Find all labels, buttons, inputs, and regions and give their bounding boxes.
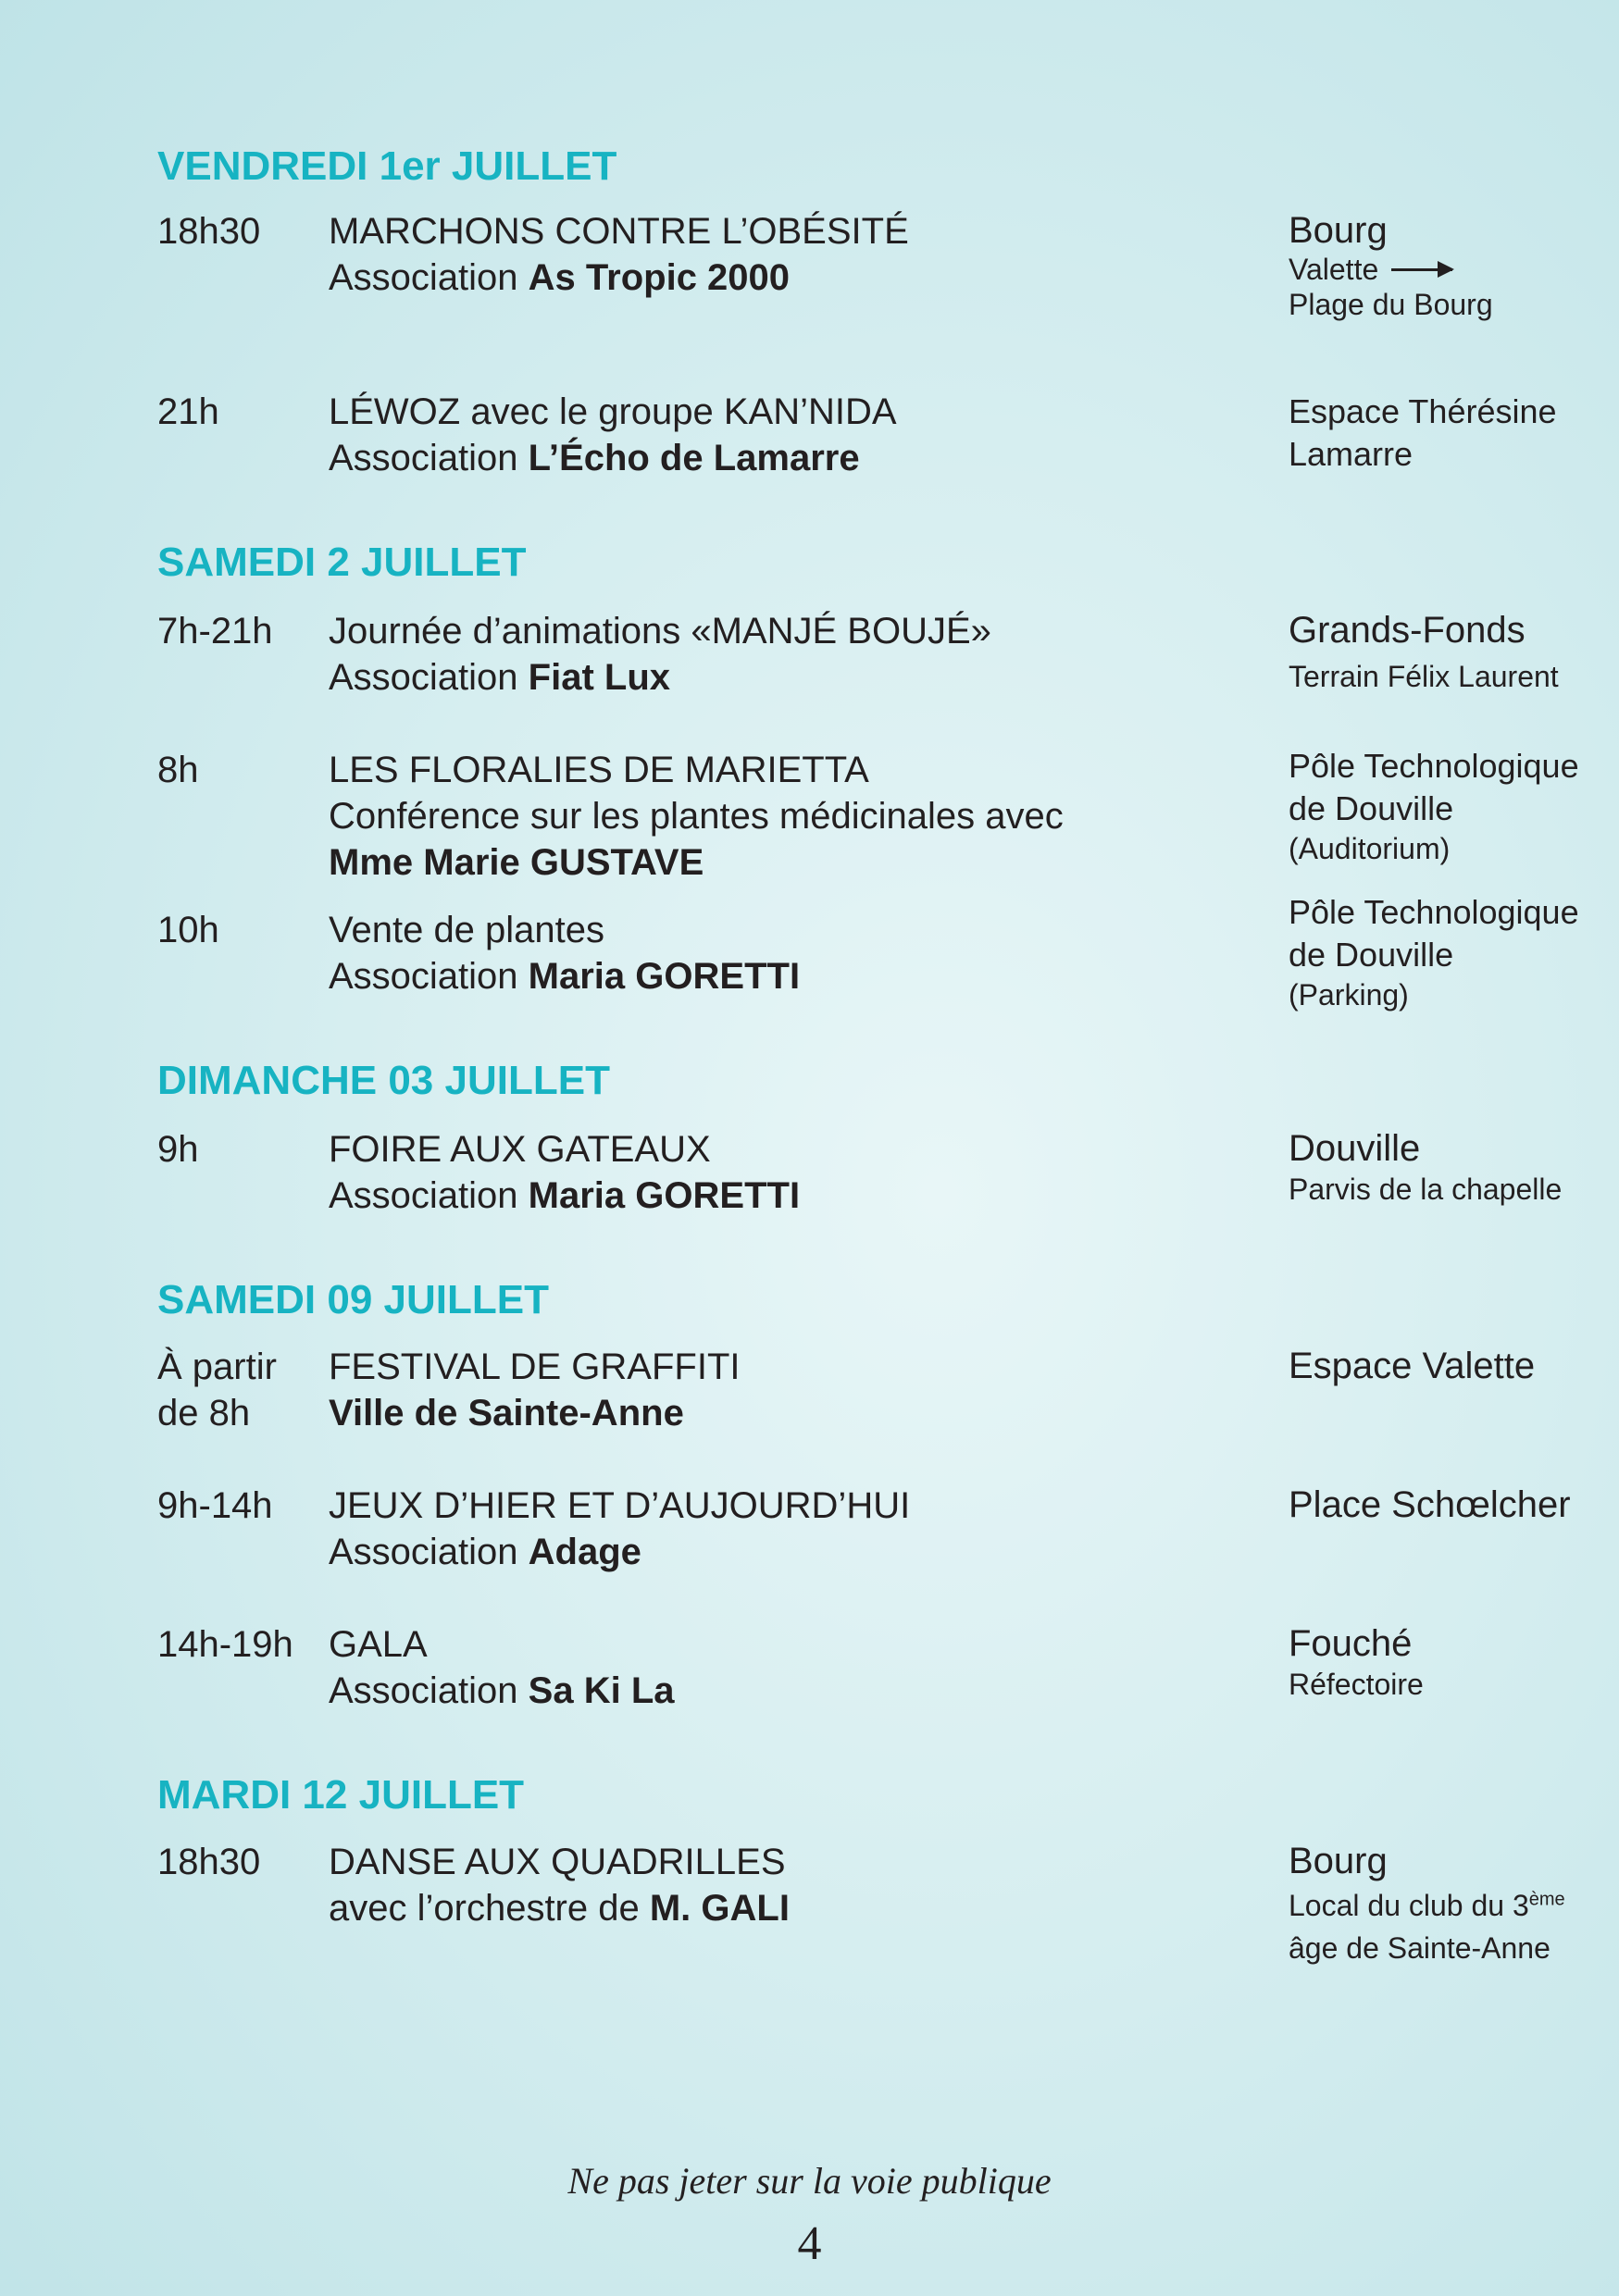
event-title: Vente de plantes	[329, 910, 605, 950]
event-location	[1289, 891, 1579, 1013]
event-time: 14h-19h	[157, 1624, 293, 1665]
location-name: Espace Valette	[1289, 1346, 1536, 1386]
location-name: Douville	[1289, 1128, 1421, 1169]
location-room: (Auditorium)	[1289, 832, 1451, 865]
location-detail-2: âge de Sainte-Anne	[1289, 1931, 1551, 1965]
event-description	[329, 208, 909, 301]
event-description	[329, 1126, 800, 1219]
event-location	[1289, 1621, 1424, 1703]
event-description	[329, 1483, 910, 1575]
location-detail: Local du club du 3ème	[1289, 1889, 1565, 1922]
event-title: JEUX D’HIER ET D’AUJOURD’HUI	[329, 1485, 911, 1526]
page-number: 4	[797, 2217, 822, 2270]
event-title: LÉWOZ avec le groupe KAN’NIDA	[329, 391, 897, 432]
event-time: 18h30	[157, 1842, 261, 1882]
event-location	[1289, 608, 1559, 695]
event-description	[329, 747, 1064, 886]
event-description	[329, 389, 897, 481]
event-title: Journée d’animations «MANJÉ BOUJÉ»	[329, 611, 991, 652]
arrow-right-icon	[1391, 268, 1452, 271]
event-description	[329, 608, 991, 701]
event-description	[329, 1344, 741, 1436]
event-detail: Conférence sur les plantes médicinales avec	[329, 796, 1064, 837]
event-location	[1289, 745, 1579, 867]
location-name: Espace Thérésine	[1289, 392, 1557, 430]
location-detail: de Douville	[1289, 789, 1454, 827]
day-heading: SAMEDI 2 JUILLET	[157, 540, 527, 585]
day-heading: SAMEDI 09 JUILLET	[157, 1277, 549, 1322]
event-organizer: Association L’Écho de Lamarre	[329, 438, 860, 478]
event-organizer: Association Fiat Lux	[329, 657, 671, 698]
event-organizer: avec l’orchestre de M. GALI	[329, 1888, 790, 1929]
event-organizer: Association Maria GORETTI	[329, 1175, 801, 1216]
location-detail: de Douville	[1289, 936, 1454, 974]
event-title: LES FLORALIES DE MARIETTA	[329, 750, 869, 790]
location-detail: Lamarre	[1289, 435, 1414, 473]
location-detail: Terrain Félix Laurent	[1289, 660, 1559, 693]
location-room: (Parking)	[1289, 978, 1409, 1011]
day-heading: MARDI 12 JUILLET	[157, 1772, 525, 1818]
location-name: Place Schœlcher	[1289, 1484, 1571, 1525]
event-organizer: Association Adage	[329, 1532, 641, 1572]
location-name: Pôle Technologique	[1289, 747, 1579, 785]
event-title: FESTIVAL DE GRAFFITI	[329, 1347, 741, 1387]
event-organizer: Association Maria GORETTI	[329, 956, 801, 997]
route-from: Valette	[1289, 253, 1493, 286]
event-time: 21h	[157, 391, 219, 432]
event-title: MARCHONS CONTRE L’OBÉSITÉ	[329, 211, 909, 252]
footer-note: Ne pas jeter sur la voie publique	[567, 2160, 1052, 2202]
event-description	[329, 1621, 675, 1714]
event-location	[1289, 1344, 1535, 1388]
event-title: GALA	[329, 1624, 428, 1665]
event-time: 10h	[157, 910, 219, 950]
event-organizer: Ville de Sainte-Anne	[329, 1393, 684, 1433]
event-title: DANSE AUX QUADRILLES	[329, 1842, 786, 1882]
location-detail: Parvis de la chapelle	[1289, 1173, 1563, 1206]
event-title: FOIRE AUX GATEAUX	[329, 1129, 711, 1170]
event-time: À partir de 8h	[157, 1347, 277, 1433]
event-organizer: Mme Marie GUSTAVE	[329, 842, 704, 883]
location-name: Bourg	[1289, 210, 1388, 251]
event-time: 18h30	[157, 211, 261, 252]
event-description	[329, 1839, 790, 1931]
event-location	[1289, 1483, 1571, 1527]
event-location	[1289, 391, 1557, 476]
event-organizer: Association Sa Ki La	[329, 1670, 675, 1711]
location-name: Bourg	[1289, 1841, 1388, 1881]
day-heading: DIMANCHE 03 JUILLET	[157, 1058, 610, 1103]
event-organizer: Association As Tropic 2000	[329, 257, 791, 298]
event-time: 7h-21h	[157, 611, 273, 652]
event-location	[1289, 1126, 1562, 1208]
location-detail: Réfectoire	[1289, 1668, 1424, 1701]
location-name: Fouché	[1289, 1623, 1413, 1664]
location-name: Grands-Fonds	[1289, 610, 1526, 651]
event-time: 9h	[157, 1129, 199, 1170]
location-name: Pôle Technologique	[1289, 893, 1579, 931]
event-time: 9h-14h	[157, 1485, 273, 1526]
event-time: 8h	[157, 750, 199, 790]
event-location	[1289, 208, 1493, 323]
route-to: Plage du Bourg	[1289, 288, 1493, 321]
day-heading: VENDREDI 1er JUILLET	[157, 143, 617, 189]
event-description	[329, 907, 800, 999]
event-location	[1289, 1839, 1565, 1968]
